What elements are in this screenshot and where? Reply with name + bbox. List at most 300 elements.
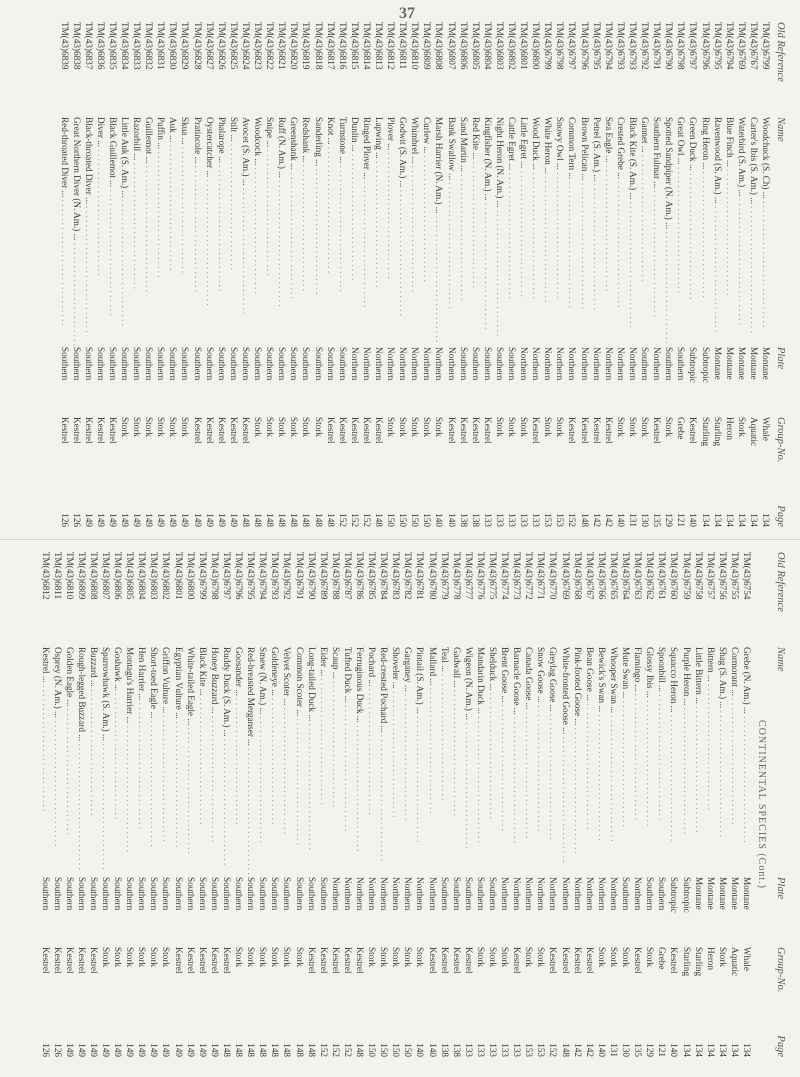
page-cell: 148 xyxy=(253,513,264,527)
page-cell: 138 xyxy=(458,513,469,527)
plate-cell: Southern xyxy=(270,877,281,911)
figure-cell: TM(43)6756 xyxy=(717,552,728,600)
plate-cell: Northern xyxy=(391,877,402,911)
index-row xyxy=(603,22,615,527)
figure-cell: TM(43)6797 xyxy=(688,22,699,70)
page-cell: 150 xyxy=(403,1043,414,1057)
figure-cell: TM(43)6794 xyxy=(603,22,614,70)
plate-cell: Northern xyxy=(379,877,390,911)
name-cell: Guillemot ... . . . xyxy=(143,117,155,347)
plate-cell: Northern xyxy=(543,347,554,381)
index-row xyxy=(729,552,741,1057)
plate-cell: Southern xyxy=(676,347,687,381)
group-cell: Kestrel xyxy=(59,417,70,444)
group-cell: Kestrel xyxy=(83,417,94,444)
figure-cell: TM(43)6825 xyxy=(228,22,239,70)
name-cell: Mandarin Duck ... . . . xyxy=(475,647,487,877)
name-cell: Cormorant ... . . . xyxy=(729,647,741,877)
page-cell: 149 xyxy=(113,1043,124,1057)
index-row xyxy=(518,22,530,527)
page-cell: 148 xyxy=(294,1043,305,1057)
name-cell: Greylag Goose ... . . . xyxy=(547,647,559,877)
group-cell: Kestrel xyxy=(240,417,251,444)
page-cell: 153 xyxy=(555,513,566,527)
plate-cell: Southern xyxy=(113,877,124,911)
figure-cell: TM(43)6827 xyxy=(204,22,215,70)
plate-cell: Southern xyxy=(168,347,179,381)
figure-cell: TM(43)6799 xyxy=(543,22,554,70)
index-row xyxy=(760,22,772,527)
figure-cell: TM(43)6795 xyxy=(712,22,723,70)
index-row xyxy=(76,552,88,1057)
group-cell: Kestrel xyxy=(482,417,493,444)
index-row xyxy=(185,552,197,1057)
figure-cell: TM(43)6758 xyxy=(693,552,704,600)
plate-cell: Southern xyxy=(621,877,632,911)
figure-cell: TM(43)6798 xyxy=(676,22,687,70)
name-cell: Diver ... . . . xyxy=(95,117,107,347)
plate-cell: Montane xyxy=(693,877,704,910)
group-cell: Kestrel xyxy=(451,947,462,974)
group-cell: Kestrel xyxy=(228,417,239,444)
name-cell: Goosander ... . . . xyxy=(233,647,245,877)
page-cell: 152 xyxy=(349,513,360,527)
page-cell: 130 xyxy=(640,513,651,527)
figure-cell: TM(43)6776 xyxy=(475,552,486,600)
name-cell: Cattle Egret ... . . . xyxy=(506,117,518,347)
group-cell: Kestrel xyxy=(349,417,360,444)
index-row xyxy=(717,552,729,1057)
index-row xyxy=(136,552,148,1057)
name-cell: Red-crested Pochard ... . . . xyxy=(378,647,390,877)
header-plate: Plate xyxy=(775,347,786,370)
figure-cell: TM(43)6793 xyxy=(615,22,626,70)
page-cell: 133 xyxy=(500,1043,511,1057)
group-cell: Aquatic xyxy=(729,947,740,977)
page-cell: 129 xyxy=(664,513,675,527)
index-row xyxy=(748,22,760,527)
name-cell: Gadwall ... . . . xyxy=(451,647,463,877)
plate-cell: Southern xyxy=(306,877,317,911)
plate-cell: Southern xyxy=(180,347,191,381)
figure-cell: TM(43)6759 xyxy=(681,552,692,600)
plate-cell: Northern xyxy=(415,877,426,911)
name-cell: Honey Buzzard ... . . . xyxy=(209,647,221,877)
group-cell: Stork xyxy=(120,417,131,437)
plate-cell: Southern xyxy=(101,877,112,911)
name-cell: Sparrowhawk (S. Am.) ... . . . xyxy=(100,647,112,877)
index-row xyxy=(264,22,276,527)
group-cell: Kestrel xyxy=(330,947,341,974)
index-row xyxy=(378,552,390,1057)
group-cell: Stork xyxy=(125,947,136,967)
plate-cell: Southern xyxy=(88,877,99,911)
figure-cell: TM(43)6797 xyxy=(221,552,232,600)
index-row xyxy=(409,22,421,527)
page-cell: 148 xyxy=(325,513,336,527)
plate-cell: Southern xyxy=(64,877,75,911)
plate-cell: Southern xyxy=(52,877,63,911)
figure-cell: TM(43)6760 xyxy=(669,552,680,600)
plate-cell: Northern xyxy=(627,347,638,381)
index-row xyxy=(554,22,566,527)
name-cell: Whooper Swan ... . . . xyxy=(608,647,620,877)
plate-cell: Southern xyxy=(325,347,336,381)
group-cell: Stork xyxy=(415,947,426,967)
page-cell: 148 xyxy=(265,513,276,527)
figure-cell: TM(43)6789 xyxy=(318,552,329,600)
page-cell: 149 xyxy=(209,1043,220,1057)
name-cell: Black Kite ... . . . xyxy=(197,647,209,877)
plate-cell: Southern xyxy=(228,347,239,381)
index-row xyxy=(687,22,699,527)
plate-cell: Southern xyxy=(144,347,155,381)
plate-cell: Southern xyxy=(458,347,469,381)
figure-cell: TM(43)6787 xyxy=(342,552,353,600)
plate-cell: Southern xyxy=(470,347,481,381)
name-cell: Plover ... . . . xyxy=(385,117,397,347)
name-cell: Goldeneye ... . . . xyxy=(269,647,281,877)
group-cell: Stork xyxy=(488,947,499,967)
plate-cell: Southern xyxy=(137,877,148,911)
page-cell: 135 xyxy=(652,513,663,527)
group-cell: Kestrel xyxy=(342,947,353,974)
figure-cell: TM(43)6794 xyxy=(724,22,735,70)
index-row xyxy=(293,552,305,1057)
figure-cell: TM(43)6830 xyxy=(168,22,179,70)
name-cell: Egyptian Vulture ... . . . xyxy=(173,647,185,877)
figure-cell: TM(43)6809 xyxy=(422,22,433,70)
figure-cell: TM(43)6791 xyxy=(294,552,305,600)
index-row xyxy=(197,552,209,1057)
group-cell: Kestrel xyxy=(603,417,614,444)
group-cell: Stork xyxy=(664,417,675,437)
index-row xyxy=(535,552,547,1057)
plate-cell: Southern xyxy=(185,877,196,911)
name-cell: Red Kite ... . . . xyxy=(470,117,482,347)
group-cell: Kestrel xyxy=(306,947,317,974)
name-cell: Squacco Heron ... . . . xyxy=(668,647,680,877)
plate-cell: Subtropic xyxy=(700,347,711,383)
plate-cell: Montane xyxy=(748,347,759,380)
name-cell: Osprey (N. Am.) ... . . . xyxy=(52,647,64,877)
index-row xyxy=(547,552,559,1057)
figure-cell: TM(43)6809 xyxy=(76,552,87,600)
index-row xyxy=(325,22,337,527)
header-group: Group-No. xyxy=(775,417,786,463)
figure-cell: TM(43)6792 xyxy=(282,552,293,600)
group-cell: Kestrel xyxy=(185,947,196,974)
index-row xyxy=(131,22,143,527)
index-row xyxy=(499,552,511,1057)
page-cell: 152 xyxy=(330,1043,341,1057)
figure-cell: TM(43)6790 xyxy=(306,552,317,600)
name-cell: Godwit (S. Am.) ... . . . xyxy=(397,117,409,347)
index-row xyxy=(281,552,293,1057)
page-cell: 148 xyxy=(560,1043,571,1057)
group-cell: Kestrel xyxy=(221,947,232,974)
figure-cell: TM(43)6777 xyxy=(463,552,474,600)
index-row xyxy=(741,552,753,1057)
figure-cell: TM(43)6815 xyxy=(349,22,360,70)
index-row xyxy=(451,552,463,1057)
name-cell: Canada Goose ... . . . xyxy=(523,647,535,877)
plate-cell: Southern xyxy=(149,877,160,911)
plate-cell: Northern xyxy=(361,347,372,381)
page-cell: 134 xyxy=(681,1043,692,1057)
figure-cell: TM(43)6767 xyxy=(748,22,759,70)
index-row xyxy=(632,552,644,1057)
group-cell: Kestrel xyxy=(669,947,680,974)
plate-cell: Northern xyxy=(422,347,433,381)
figure-cell: TM(43)6754 xyxy=(742,552,752,600)
name-cell: Goshawk ... . . . xyxy=(112,647,124,877)
page-cell: 126 xyxy=(52,1043,63,1057)
figure-cell: TM(43)6762 xyxy=(645,552,656,600)
plate-cell: Southern xyxy=(277,347,288,381)
plate-cell: Southern xyxy=(83,347,94,381)
plate-cell: Northern xyxy=(579,347,590,381)
figure-cell: TM(43)6761 xyxy=(657,552,668,600)
index-row xyxy=(318,552,330,1057)
page-cell: 150 xyxy=(422,513,433,527)
index-row xyxy=(421,22,433,527)
name-cell: Tufted Duck ... . . . xyxy=(342,647,354,877)
plate-cell: Subtropic xyxy=(688,347,699,383)
figure-cell: TM(43)6823 xyxy=(253,22,264,70)
index-row xyxy=(373,22,385,527)
group-cell: Kestrel xyxy=(427,947,438,974)
name-cell: Dunlin ... . . . xyxy=(349,117,361,347)
page-cell: 140 xyxy=(669,1043,680,1057)
name-cell: Velvet Scoter ... . . . xyxy=(281,647,293,877)
index-row xyxy=(445,22,457,527)
figure-cell: TM(43)6793 xyxy=(627,22,638,70)
figure-cell: TM(43)6805 xyxy=(125,552,136,600)
group-cell: Heron xyxy=(705,947,716,970)
figure-cell: TM(43)6826 xyxy=(216,22,227,70)
index-row xyxy=(390,552,402,1057)
plate-cell: Southern xyxy=(640,347,651,381)
name-cell: Pochard ... . . . xyxy=(366,647,378,877)
figure-cell: TM(43)6811 xyxy=(52,552,63,600)
page-cell: 149 xyxy=(95,513,106,527)
group-cell: Stork xyxy=(403,947,414,967)
page-cell: 149 xyxy=(144,513,155,527)
left-index-block xyxy=(58,22,786,527)
figure-cell: TM(43)6816 xyxy=(337,22,348,70)
figure-cell: TM(43)6783 xyxy=(391,552,402,600)
index-row xyxy=(288,22,300,527)
group-cell: Stork xyxy=(294,947,305,967)
index-row xyxy=(228,22,240,527)
page-cell: 133 xyxy=(475,1043,486,1057)
page-cell: 150 xyxy=(367,1043,378,1057)
page-cell: 149 xyxy=(216,513,227,527)
plate-cell: Southern xyxy=(173,877,184,911)
index-row xyxy=(414,552,426,1057)
group-cell: Stork xyxy=(519,417,530,437)
index-row xyxy=(83,22,95,527)
plate-cell: Northern xyxy=(596,877,607,911)
index-row xyxy=(337,22,349,527)
index-row xyxy=(95,22,107,527)
group-cell: Stork xyxy=(270,947,281,967)
name-cell: Eider ... . . . xyxy=(318,647,330,877)
figure-cell: TM(43)6796 xyxy=(579,22,590,70)
index-row xyxy=(397,22,409,527)
index-row xyxy=(620,552,632,1057)
group-cell: Stork xyxy=(596,947,607,967)
group-cell: Kestrel xyxy=(355,947,365,974)
figure-cell: TM(43)6833 xyxy=(132,22,143,70)
page-cell: 130 xyxy=(621,1043,632,1057)
group-cell: Stork xyxy=(434,417,445,437)
index-row xyxy=(342,552,354,1057)
page-cell: 149 xyxy=(149,1043,160,1057)
index-row xyxy=(615,22,627,527)
name-cell: Greenshank ... . . . xyxy=(288,117,300,347)
figure-cell: TM(43)6805 xyxy=(470,22,481,70)
figure-cell: TM(43)6765 xyxy=(608,552,619,600)
page-cell: 126 xyxy=(40,1043,51,1057)
group-cell: Aquatic xyxy=(748,417,759,447)
name-cell: Hen Harrier ... . . . xyxy=(136,647,148,877)
plate-cell: Northern xyxy=(633,877,644,911)
page-cell: 134 xyxy=(717,1043,728,1057)
plate-cell: Southern xyxy=(125,877,136,911)
name-cell: Common Tern ... . . . xyxy=(566,117,578,347)
figure-cell: TM(43)6781 xyxy=(415,552,426,600)
group-cell: Kestrel xyxy=(572,947,583,974)
index-row xyxy=(269,552,281,1057)
figure-cell: TM(43)6755 xyxy=(729,552,740,600)
group-cell: Kestrel xyxy=(584,947,595,974)
index-row xyxy=(100,552,112,1057)
group-cell: Kestrel xyxy=(439,947,450,974)
name-cell: Rough-legged Buzzard ... . . . xyxy=(76,647,88,877)
plate-cell: Southern xyxy=(313,347,324,381)
name-cell: Woodchuck (S. Ch) ... . . . xyxy=(760,117,772,347)
name-cell: Ring Heron ... . . . xyxy=(699,117,711,347)
name-cell: Scaup ... . . . xyxy=(330,647,342,877)
figure-cell: TM(43)6806 xyxy=(458,22,469,70)
plate-cell: Montane xyxy=(724,347,735,380)
name-cell: Lapwing ... . . . xyxy=(373,117,385,347)
name-cell: Knot ... . . . xyxy=(325,117,337,347)
name-cell: Great Northern Diver (N. Am.) ... . . . xyxy=(71,117,83,347)
group-cell: Kestrel xyxy=(318,947,329,974)
page-cell: 149 xyxy=(132,513,143,527)
figure-cell: TM(43)6785 xyxy=(367,552,378,600)
plate-cell: Southern xyxy=(132,347,143,381)
plate-cell: Southern xyxy=(192,347,203,381)
plate-cell: Northern xyxy=(591,347,602,381)
group-cell: Kestrel xyxy=(107,417,118,444)
name-cell: Turnstone ... . . . xyxy=(337,117,349,347)
name-cell: Snow Goose ... . . . xyxy=(535,647,547,877)
index-row xyxy=(167,22,179,527)
plate-cell: Southern xyxy=(657,877,668,911)
header-page: Page xyxy=(775,1035,786,1057)
plate-cell: Montane xyxy=(717,877,728,910)
name-cell: Shoveler ... . . . xyxy=(390,647,402,877)
group-cell: Stork xyxy=(555,417,566,437)
group-cell: Stork xyxy=(615,417,626,437)
figure-cell: TM(43)6829 xyxy=(180,22,191,70)
index-row xyxy=(651,22,663,527)
plate-cell: Southern xyxy=(95,347,106,381)
header-plate: Plate xyxy=(775,877,786,900)
figure-cell: TM(43)6821 xyxy=(277,22,288,70)
page-cell: 148 xyxy=(289,513,300,527)
index-row xyxy=(361,22,373,527)
name-cell: Little Auk (S. Am.) ... . . . xyxy=(119,117,131,347)
group-cell: Kestrel xyxy=(204,417,215,444)
page-cell: 149 xyxy=(107,513,118,527)
name-cell: Montagu's Harrier ... . . . xyxy=(124,647,136,877)
figure-cell: TM(43)6763 xyxy=(633,552,644,600)
page-cell: 142 xyxy=(591,513,602,527)
figure-cell: TM(43)6814 xyxy=(361,22,372,70)
page-cell: 153 xyxy=(543,513,554,527)
group-cell: Kestrel xyxy=(374,417,384,444)
index-row xyxy=(644,552,656,1057)
index-row xyxy=(591,22,603,527)
page-cell: 148 xyxy=(313,513,324,527)
name-cell: Ravenwood (S. Am.) ... . . . xyxy=(712,117,724,347)
figure-cell: TM(43)6817 xyxy=(325,22,336,70)
group-cell: Kestrel xyxy=(88,947,99,974)
name-cell: Kestrel ... . . . xyxy=(39,647,51,877)
figure-cell: TM(43)6775 xyxy=(488,552,499,600)
name-cell: Pink-footed Goose ... . . . xyxy=(572,647,584,877)
figure-cell: TM(43)6790 xyxy=(664,22,675,70)
group-cell: Stork xyxy=(265,417,276,437)
page-cell: 153 xyxy=(536,1043,547,1057)
page-cell: 133 xyxy=(482,513,493,527)
section-heading: CONTINENTAL SPECIES (Cont.) xyxy=(756,720,767,889)
figure-cell: TM(43)6811 xyxy=(398,22,409,70)
name-cell: Glossy Ibis ... . . . xyxy=(644,647,656,877)
plate-cell: Southern xyxy=(40,877,51,911)
name-cell: Green Duck ... . . . xyxy=(687,117,699,347)
figure-cell: TM(43)6834 xyxy=(120,22,131,70)
name-cell: Shag (S. Am.) ... . . . xyxy=(717,647,729,877)
name-cell: White Heron ... . . . xyxy=(542,117,554,347)
index-row xyxy=(366,552,378,1057)
page-cell: 140 xyxy=(615,513,626,527)
page-cell: 134 xyxy=(761,513,771,527)
group-cell: Stork xyxy=(258,947,269,967)
name-cell: Ferruginous Duck ... . . . xyxy=(354,647,366,877)
name-cell: Brent Goose ... . . . xyxy=(499,647,511,877)
figure-cell: TM(43)6764 xyxy=(621,552,632,600)
index-row xyxy=(511,552,523,1057)
figure-cell: TM(43)6793 xyxy=(270,552,281,600)
figure-cell: TM(43)6757 xyxy=(705,552,716,600)
index-row xyxy=(143,22,155,527)
plate-cell: Southern xyxy=(156,347,167,381)
group-cell: Kestrel xyxy=(688,417,699,444)
plate-cell: Southern xyxy=(645,877,656,911)
figure-cell: TM(43)6836 xyxy=(95,22,106,70)
group-cell: Stork xyxy=(500,947,511,967)
plate-cell: Southern xyxy=(439,877,450,911)
name-cell: Redshank ... . . . xyxy=(300,117,312,347)
page-cell: 140 xyxy=(688,513,699,527)
page-cell: 148 xyxy=(221,1043,232,1057)
